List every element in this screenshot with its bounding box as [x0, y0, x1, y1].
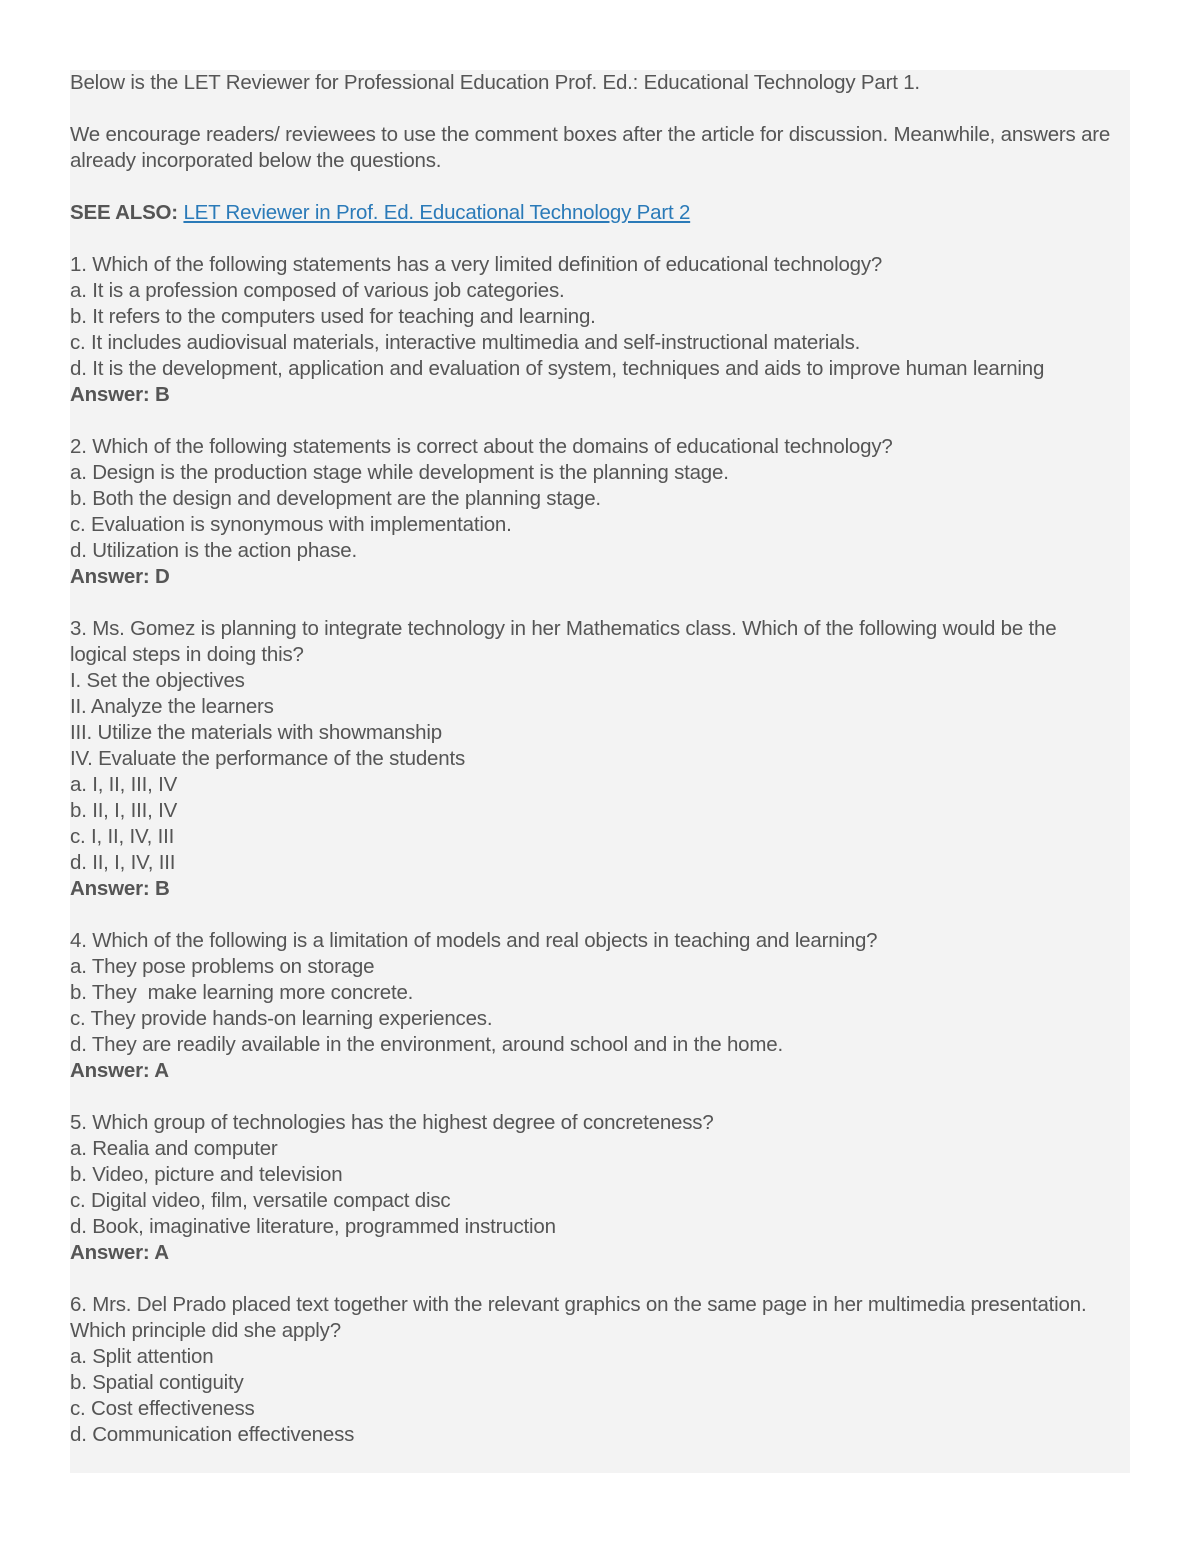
question-option: b. It refers to the computers used for teaching and learning. — [70, 305, 596, 328]
question-option: c. Cost effectiveness — [70, 1397, 255, 1420]
question-option: a. Design is the production stage while development is the planning stage. — [70, 461, 729, 484]
question-answer: Answer: B — [70, 383, 170, 406]
question-3 — [70, 616, 1130, 902]
question-step: IV. Evaluate the performance of the students — [70, 747, 466, 770]
question-option: b. Spatial contiguity — [70, 1371, 244, 1394]
question-5 — [70, 1110, 1130, 1266]
intro-line-1: Below is the LET Reviewer for Professional Education Prof. Ed.: Educational Technology Part 1. — [70, 71, 920, 94]
question-stem: 4. Which of the following is a limitation of models and real objects in teaching and learning? — [70, 929, 878, 952]
question-option: b. Both the design and development are the planning stage. — [70, 487, 601, 510]
question-step: II. Analyze the learners — [70, 695, 274, 718]
question-option: d. Utilization is the action phase. — [70, 539, 357, 562]
question-option: c. It includes audiovisual materials, interactive multimedia and self-instructional materials. — [70, 331, 861, 354]
see-also-paragraph — [70, 200, 1130, 226]
question-option: d. It is the development, application and evaluation of system, techniques and aids to improve human learning — [70, 357, 1045, 380]
question-1 — [70, 252, 1130, 408]
question-option: a. Realia and computer — [70, 1137, 278, 1160]
question-option: c. I, II, IV, III — [70, 825, 175, 848]
question-stem: 3. Ms. Gomez is planning to integrate technology in her Mathematics class. Which of the following would be the logical steps in doing this? — [70, 617, 1057, 666]
question-option: c. Digital video, film, versatile compact disc — [70, 1189, 451, 1212]
question-option: a. Split attention — [70, 1345, 214, 1368]
question-stem: 1. Which of the following statements has a very limited definition of educational technology? — [70, 253, 883, 276]
question-stem: 6. Mrs. Del Prado placed text together with the relevant graphics on the same page in her multimedia presentation. Which principle did she apply? — [70, 1293, 1087, 1342]
question-option: b. They make learning more concrete. — [70, 981, 414, 1004]
question-option: b. II, I, III, IV — [70, 799, 178, 822]
question-step: III. Utilize the materials with showmanship — [70, 721, 442, 744]
question-answer: Answer: D — [70, 565, 170, 588]
question-option: d. Book, imaginative literature, programmed instruction — [70, 1215, 556, 1238]
intro-paragraph-2 — [70, 122, 1130, 174]
question-stem: 2. Which of the following statements is correct about the domains of educational technology? — [70, 435, 893, 458]
question-option: d. II, I, IV, III — [70, 851, 176, 874]
document-page — [70, 70, 1130, 1473]
question-option: c. They provide hands-on learning experiences. — [70, 1007, 493, 1030]
intro-paragraph-1 — [70, 70, 1130, 96]
question-2 — [70, 434, 1130, 590]
question-step: I. Set the objectives — [70, 669, 245, 692]
see-also-label: SEE ALSO: — [70, 201, 178, 224]
intro-line-2: We encourage readers/ reviewees to use the comment boxes after the article for discussion. Meanwhile, answers are already incorporated below the questions. — [70, 123, 1111, 172]
question-option: a. I, II, III, IV — [70, 773, 178, 796]
question-option: b. Video, picture and television — [70, 1163, 343, 1186]
question-4 — [70, 928, 1130, 1084]
question-option: d. Communication effectiveness — [70, 1423, 355, 1446]
see-also-link[interactable]: LET Reviewer in Prof. Ed. Educational Technology Part 2 — [183, 201, 691, 224]
question-option: d. They are readily available in the environment, around school and in the home. — [70, 1033, 783, 1056]
question-stem: 5. Which group of technologies has the highest degree of concreteness? — [70, 1111, 714, 1134]
question-answer: Answer: A — [70, 1059, 169, 1082]
question-option: c. Evaluation is synonymous with implementation. — [70, 513, 512, 536]
question-option: a. It is a profession composed of various job categories. — [70, 279, 565, 302]
question-answer: Answer: A — [70, 1241, 169, 1264]
question-option: a. They pose problems on storage — [70, 955, 375, 978]
question-answer: Answer: B — [70, 877, 170, 900]
question-6 — [70, 1292, 1130, 1448]
